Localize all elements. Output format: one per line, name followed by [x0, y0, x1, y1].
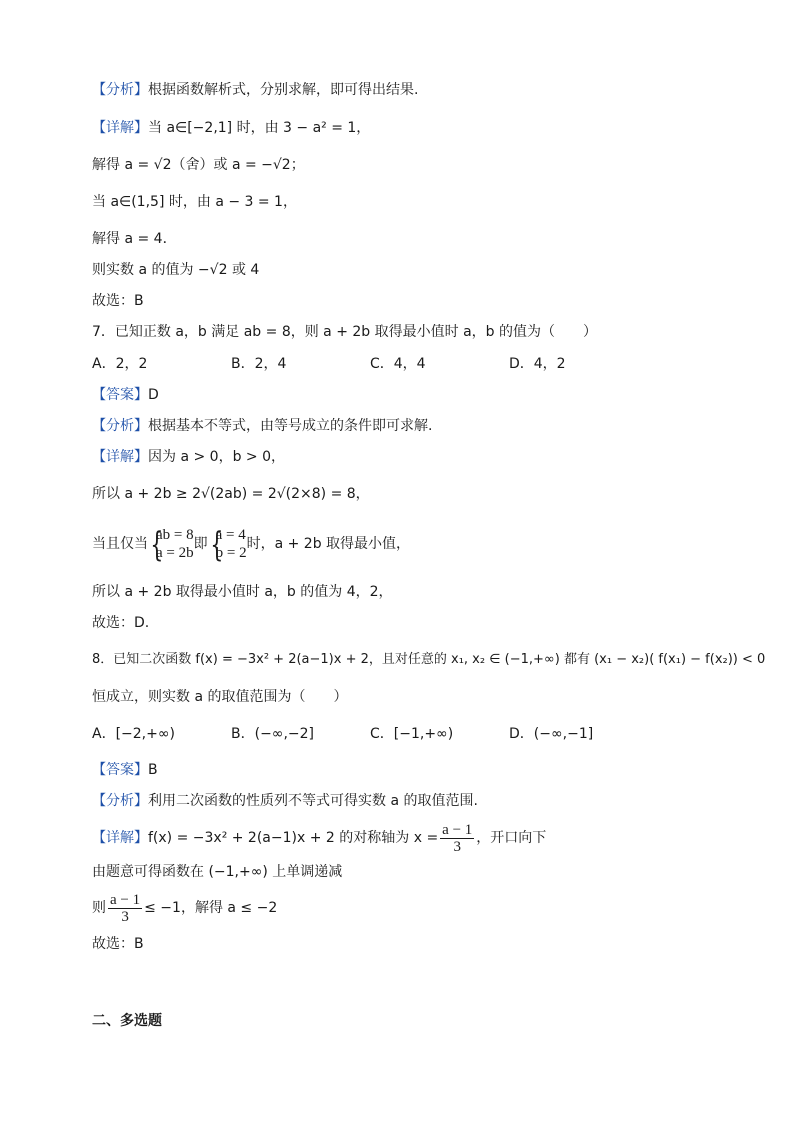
- q8-detail-line-1: [92, 820, 546, 856]
- q8-choice-line: 故选：B: [92, 936, 144, 952]
- q7-sys1-eq2: a = 2b: [156, 545, 194, 561]
- q8-condition-fraction-denominator: 3: [121, 908, 129, 925]
- q8-stem-line-2: 恒成立，则实数 a 的取值范围为（ ）: [92, 689, 348, 705]
- q7-detail-line-4: 所以 a + 2b 取得最小值时 a，b 的值为 4，2，: [92, 584, 393, 600]
- q8-answer: B: [148, 762, 158, 778]
- q7-stem: 7．已知正数 a，b 满足 ab = 8，则 a + 2b 取得最小值时 a，b 的值为（ ）: [92, 324, 597, 340]
- q7-option-c: C．4，4: [370, 356, 426, 372]
- q7-sys2-eq1: { a = 4: [215, 527, 246, 543]
- analysis-tag: 【分析】: [92, 418, 148, 434]
- q7-option-a: A．2，2: [92, 356, 148, 372]
- q7-detail-line-3: [92, 524, 410, 564]
- q6-detail-line-1: [92, 118, 370, 138]
- q7-analysis-text: 根据基本不等式，由等号成立的条件即可求解.: [148, 418, 433, 434]
- q7-equation-system-2: [208, 526, 247, 562]
- q7-option-d: D．4，2: [509, 356, 566, 372]
- analysis-tag: 【分析】: [92, 82, 148, 98]
- q6-detail-line-5: 则实数 a 的值为 −√2 或 4: [92, 262, 260, 278]
- q7-detail-3-mid: 即: [193, 536, 208, 552]
- q8-condition-fraction-numerator: a − 1: [110, 891, 141, 908]
- q8-detail-line-2: 由题意可得函数在 (−1,+∞) 上单调递减: [92, 864, 343, 880]
- q6-detail-line-4: 解得 a = 4．: [92, 231, 177, 247]
- q8-axis-fraction: [440, 822, 474, 855]
- q7-detail-3-pre: 当且仅当: [92, 536, 148, 552]
- q7-answer-line: [92, 385, 159, 405]
- analysis-tag: 【分析】: [92, 793, 148, 809]
- q6-analysis-text: 根据函数解析式，分别求解，即可得出结果.: [148, 82, 419, 98]
- q6-detail-line-2: 解得 a = √2（舍）或 a = −√2；: [92, 157, 305, 173]
- q8-answer-line: [92, 760, 158, 780]
- q8-analysis-line: [92, 791, 478, 811]
- q7-sys1-eq1: { ab = 8: [156, 527, 194, 543]
- q8-stem-line-1: 8．已知二次函数 f(x) = −3x² + 2(a−1)x + 2，且对任意的 x₁, x₂ ∈ (−1,+∞) 都有 (x₁ − x₂)( f(x₁) − f(x₂)) < 0: [92, 652, 766, 667]
- q7-detail-line-2: 所以 a + 2b ≥ 2√(2ab) = 2√(2×8) = 8，: [92, 486, 370, 502]
- section-heading: 二、多选题: [92, 1013, 162, 1029]
- q8-axis-fraction-numerator: a − 1: [442, 821, 473, 838]
- q8-detail-line-3: [92, 890, 277, 926]
- answer-tag: 【答案】: [92, 762, 148, 778]
- q8-axis-fraction-denominator: 3: [453, 838, 461, 855]
- q7-answer: D: [148, 387, 159, 403]
- q7-detail-text-1: 因为 a > 0，b > 0，: [148, 449, 285, 465]
- q8-option-a: A．[−2,+∞): [92, 726, 175, 742]
- q8-option-c: C．[−1,+∞): [370, 726, 454, 742]
- q7-sys2-eq2: b = 2: [215, 545, 247, 561]
- answer-tag: 【答案】: [92, 387, 148, 403]
- q7-equation-system-1: [148, 526, 194, 562]
- q6-detail-line-3: 当 a∈(1,5] 时，由 a − 3 = 1，: [92, 194, 297, 210]
- q6-analysis-line: [92, 80, 418, 100]
- q8-analysis-text: 利用二次函数的性质列不等式可得实数 a 的取值范围.: [148, 793, 478, 809]
- q7-detail-line-1: [92, 447, 285, 467]
- q8-option-b: B．(−∞,−2]: [231, 726, 315, 742]
- q8-detail-1-pre: f(x) = −3x² + 2(a−1)x + 2 的对称轴为 x =: [148, 830, 439, 846]
- q8-detail-3-pre: 则: [92, 900, 106, 916]
- q8-option-d: D．(−∞,−1]: [509, 726, 594, 742]
- q7-detail-3-post: 时，a + 2b 取得最小值，: [246, 536, 411, 552]
- q8-condition-fraction: [108, 892, 142, 925]
- q7-option-b: B．2，4: [231, 356, 287, 372]
- q6-choice-line: 故选：B: [92, 293, 144, 309]
- q7-choice-line: 故选：D.: [92, 615, 150, 631]
- q8-detail-3-post: ≤ −1，解得 a ≤ −2: [144, 900, 278, 916]
- detail-tag: 【详解】: [92, 120, 148, 136]
- q8-detail-1-post: ，开口向下: [476, 830, 547, 846]
- q7-analysis-line: [92, 416, 432, 436]
- detail-tag: 【详解】: [92, 449, 148, 465]
- detail-tag: 【详解】: [92, 830, 148, 846]
- q6-detail-text-1: 当 a∈[−2,1] 时，由 3 − a² = 1，: [148, 120, 371, 136]
